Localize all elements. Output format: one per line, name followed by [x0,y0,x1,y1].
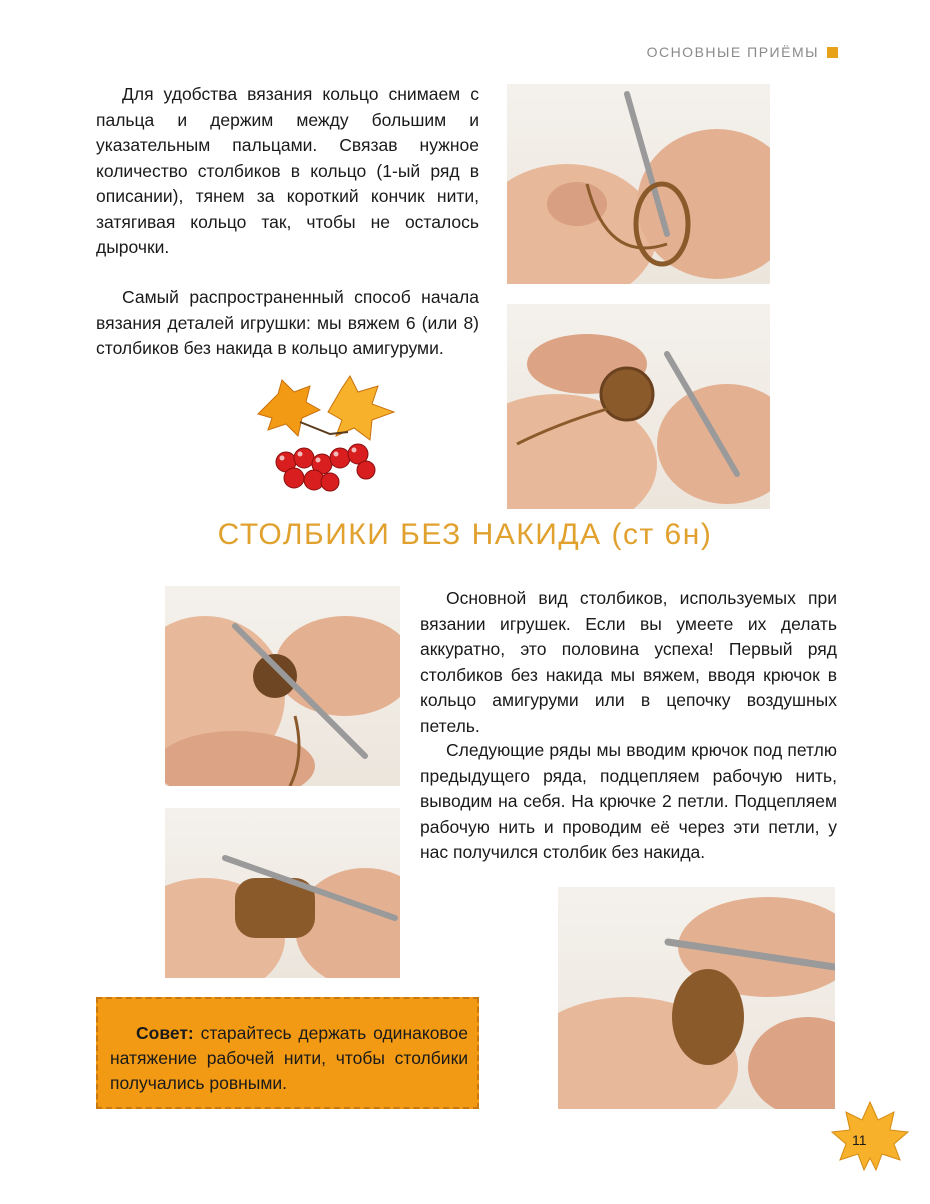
paragraph-single-crochet-intro: Основной вид столбиков, используемых при вязании игрушек. Если вы умеете их делать аккуратно, это половина успеха! Первый ряд столбиков без накида мы вяжем, вводя крючок в кольцо амигуруми или в цепочку воздушных петель. [420,588,837,736]
photo-next-rows [165,808,400,978]
photo-ring-holding [507,84,770,284]
rowan-leaves-illustration [250,374,400,496]
photo-amigurumi-ring [507,304,770,509]
tip-body: старайтесь держать одинаковое натяжение рабочей нити, чтобы столбики получались ровными. [110,1023,468,1093]
maple-leaf-icon [830,1098,910,1178]
header-square-icon [827,47,838,58]
running-header [647,44,838,60]
paragraph-ring-tightening: Для удобства вязания кольцо снимаем с пальца и держим между большим и указательным пальцами. Связав нужное количество столбиков в кольцо (1-ый ряд в описании), тянем за короткий кончик нити, затягивая кольцо так, чтобы не осталось дырочки. [96,84,479,257]
page-number: 11 [852,1132,867,1148]
paragraph-single-crochet-steps: Следующие ряды мы вводим крючок под петлю предыдущего ряда, подцепляем рабочую нить, выводим на себя. На крючке 2 петли. Подцепляем рабочую нить и проводим её через эти петли, у нас получился столбик без накида. [420,740,837,862]
photo-single-crochet-done [558,887,835,1109]
tip-text [110,1021,468,1096]
tip-label: Совет: [136,1023,194,1043]
tip-box [96,997,479,1109]
paragraph-amigurumi-start: Самый распространенный способ начала вязания деталей игрушки: мы вяжем 6 (или 8) столбиков без накида в кольцо амигуруми. [96,287,479,358]
section-title: ОСНОВНЫЕ ПРИЁМЫ [646,44,819,60]
section-heading: СТОЛБИКИ БЕЗ НАКИДА (ст 6н) [217,518,713,551]
photo-first-row [165,586,400,786]
